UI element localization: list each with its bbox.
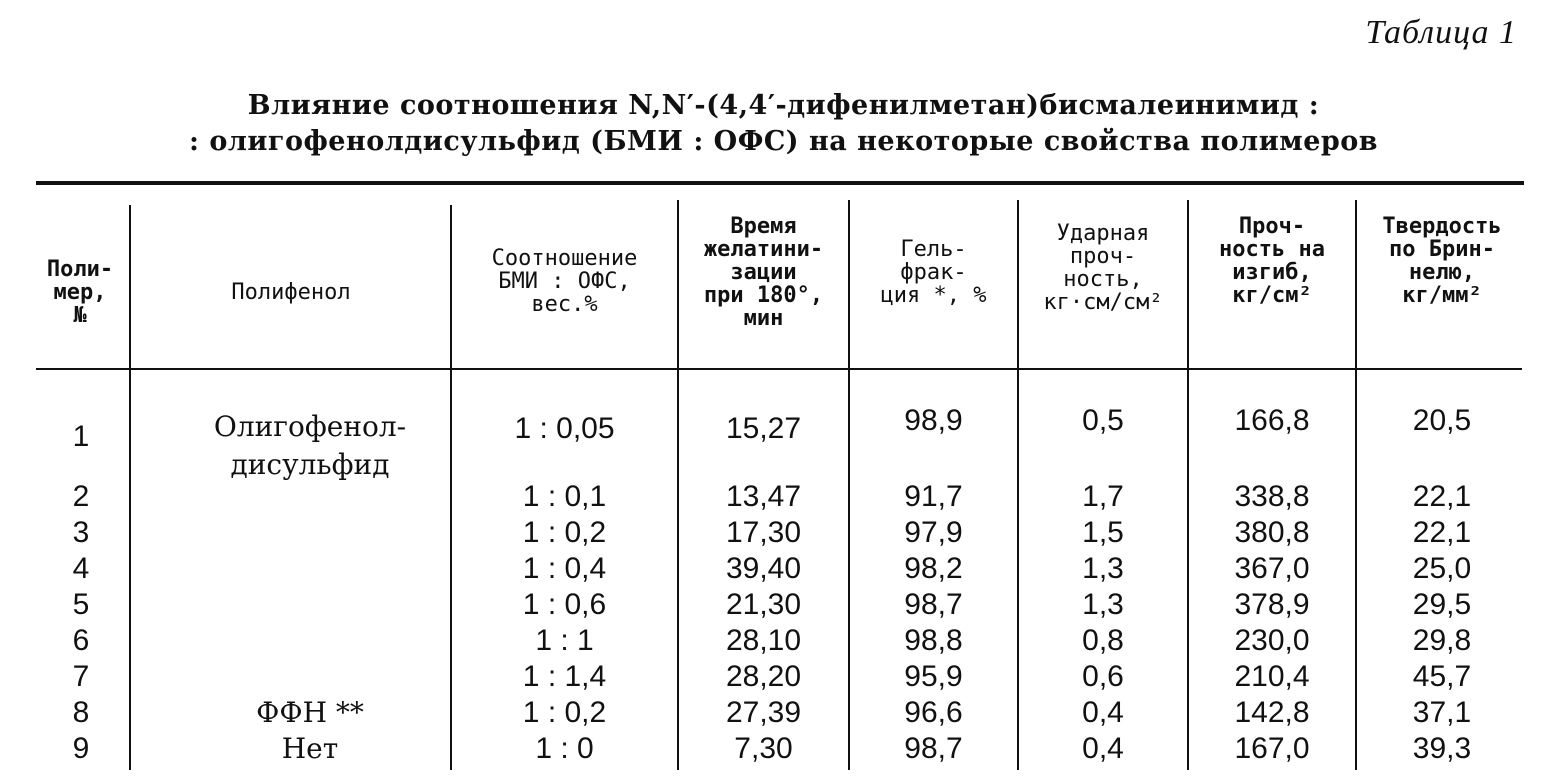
cell-polyphenol: Нет: [281, 732, 339, 765]
cell-impact-strength: 1,7: [1082, 480, 1124, 513]
cell-impact-strength: 0,4: [1082, 696, 1124, 729]
cell-ratio: 1 : 0: [535, 732, 594, 765]
cell-ratio: 1 : 0,2: [522, 696, 607, 729]
cell-gel-fraction: 98,7: [904, 732, 963, 765]
cell-ratio: 1 : 0,05: [514, 412, 615, 445]
cell-flexural-strength: 166,8: [1234, 404, 1310, 437]
cell-ratio: 1 : 0,4: [522, 552, 607, 585]
header-gel-fraction: [850, 238, 1017, 307]
header-line: Время: [730, 214, 797, 239]
header-line: зации: [730, 260, 797, 285]
cell-polymer-number: 2: [72, 480, 90, 513]
header-line: Полифенол: [231, 280, 351, 305]
header-brinell-hardness: [1357, 215, 1527, 307]
top-rule: [36, 181, 1524, 185]
cell-ratio: 1 : 1: [535, 624, 594, 657]
header-line: БМИ : ОФС,: [498, 269, 631, 294]
header-line: при 180°,: [703, 283, 824, 308]
header-line: проч-: [1069, 244, 1137, 269]
header-gelation-time: [679, 215, 848, 330]
cell-polymer-number: 4: [72, 552, 90, 585]
cell-flexural-strength: 367,0: [1234, 552, 1310, 585]
cell-gel-fraction: 91,7: [904, 480, 963, 513]
cell-gel-fraction: 98,7: [904, 588, 963, 621]
header-flexural-strength: [1189, 215, 1355, 307]
cell-impact-strength: 0,5: [1082, 404, 1124, 437]
cell-polyphenol: ФФН **: [256, 696, 364, 729]
header-polyphenol: [132, 281, 450, 304]
cell-polymer-number: 7: [72, 660, 90, 693]
cell-brinell-hardness: 37,1: [1412, 696, 1472, 729]
table-title-line-1: Влияние соотношения N,N′-(4,4′-дифенилметан)бисмалеинимид :: [247, 90, 1320, 121]
cell-impact-strength: 1,5: [1082, 516, 1124, 549]
header-line: желатини-: [703, 237, 824, 262]
cell-polymer-number: 8: [72, 696, 90, 729]
cell-brinell-hardness: 20,5: [1412, 404, 1472, 437]
header-line: мер,: [53, 280, 107, 305]
header-line: кг·см/см²: [1043, 290, 1163, 315]
cell-polyphenol: Олигофенол-: [213, 410, 407, 443]
cell-brinell-hardness: 22,1: [1412, 516, 1472, 549]
header-line: по Брин-: [1389, 237, 1495, 262]
cell-flexural-strength: 230,0: [1234, 624, 1310, 657]
cell-gel-fraction: 97,9: [904, 516, 963, 549]
table-title-line-2: : олигофенолдисульфид (БМИ : ОФС) на некоторые свойства полимеров: [188, 126, 1379, 157]
cell-brinell-hardness: 39,3: [1412, 732, 1472, 765]
cell-ratio: 1 : 1,4: [522, 660, 607, 693]
cell-brinell-hardness: 45,7: [1412, 660, 1472, 693]
header-polymer-number: [30, 258, 130, 327]
cell-flexural-strength: 167,0: [1234, 732, 1310, 765]
cell-gel-fraction: 98,8: [904, 624, 963, 657]
cell-flexural-strength: 142,8: [1234, 696, 1310, 729]
table-number-label: Таблица 1: [1365, 14, 1517, 51]
cell-gelation-time: 28,10: [725, 624, 802, 657]
cell-gel-fraction: 96,6: [904, 696, 963, 729]
cell-gelation-time: 39,40: [725, 552, 802, 585]
cell-polymer-number: 3: [72, 516, 90, 549]
cell-polymer-number: 9: [72, 732, 90, 765]
cell-flexural-strength: 338,8: [1234, 480, 1310, 513]
header-line: кг/см²: [1232, 283, 1312, 308]
header-line: Соотношение: [491, 246, 638, 271]
cell-brinell-hardness: 22,1: [1412, 480, 1472, 513]
cell-polyphenol: дисульфид: [230, 448, 390, 481]
header-line: фрак-: [900, 260, 967, 285]
cell-impact-strength: 0,4: [1082, 732, 1124, 765]
cell-brinell-hardness: 25,0: [1412, 552, 1472, 585]
header-line: мин: [743, 306, 784, 331]
header-line: ность на: [1219, 237, 1325, 262]
header-line: кг/мм²: [1402, 283, 1482, 308]
cell-gel-fraction: 98,2: [904, 552, 963, 585]
header-line: Твердость: [1382, 214, 1502, 239]
cell-ratio: 1 : 0,2: [522, 516, 607, 549]
header-line: Ударная: [1056, 221, 1150, 246]
cell-impact-strength: 0,6: [1082, 660, 1124, 693]
header-line: №: [73, 303, 87, 328]
cell-polymer-number: 1: [72, 420, 90, 453]
cell-gelation-time: 21,30: [725, 588, 802, 621]
cell-brinell-hardness: 29,5: [1412, 588, 1472, 621]
header-line: ность,: [1063, 267, 1143, 292]
cell-impact-strength: 1,3: [1082, 588, 1124, 621]
header-line: нелю,: [1408, 260, 1476, 285]
header-line: ция *, %: [880, 283, 987, 308]
cell-impact-strength: 1,3: [1082, 552, 1124, 585]
header-line: вес.%: [531, 292, 598, 317]
cell-gel-fraction: 95,9: [904, 660, 963, 693]
header-line: Проч-: [1238, 214, 1306, 239]
cell-gelation-time: 17,30: [725, 516, 802, 549]
header-ratio: [452, 247, 677, 316]
cell-ratio: 1 : 0,6: [522, 588, 607, 621]
cell-flexural-strength: 380,8: [1234, 516, 1310, 549]
header-bottom-rule: [36, 368, 1522, 370]
header-line: Поли-: [46, 257, 114, 282]
cell-polymer-number: 5: [72, 588, 90, 621]
cell-gelation-time: 13,47: [725, 480, 802, 513]
cell-ratio: 1 : 0,1: [522, 480, 607, 513]
cell-gelation-time: 27,39: [725, 696, 802, 729]
header-line: изгиб,: [1232, 260, 1312, 285]
cell-brinell-hardness: 29,8: [1412, 624, 1472, 657]
table-title: [0, 88, 1567, 160]
cell-impact-strength: 0,8: [1082, 624, 1124, 657]
cell-gelation-time: 7,30: [734, 732, 793, 765]
cell-gelation-time: 28,20: [725, 660, 802, 693]
header-impact-strength: [1019, 222, 1187, 314]
cell-polymer-number: 6: [72, 624, 90, 657]
header-line: Гель-: [900, 237, 967, 262]
cell-gel-fraction: 98,9: [904, 404, 963, 437]
cell-gelation-time: 15,27: [725, 412, 802, 445]
cell-flexural-strength: 210,4: [1234, 660, 1310, 693]
cell-flexural-strength: 378,9: [1234, 588, 1310, 621]
